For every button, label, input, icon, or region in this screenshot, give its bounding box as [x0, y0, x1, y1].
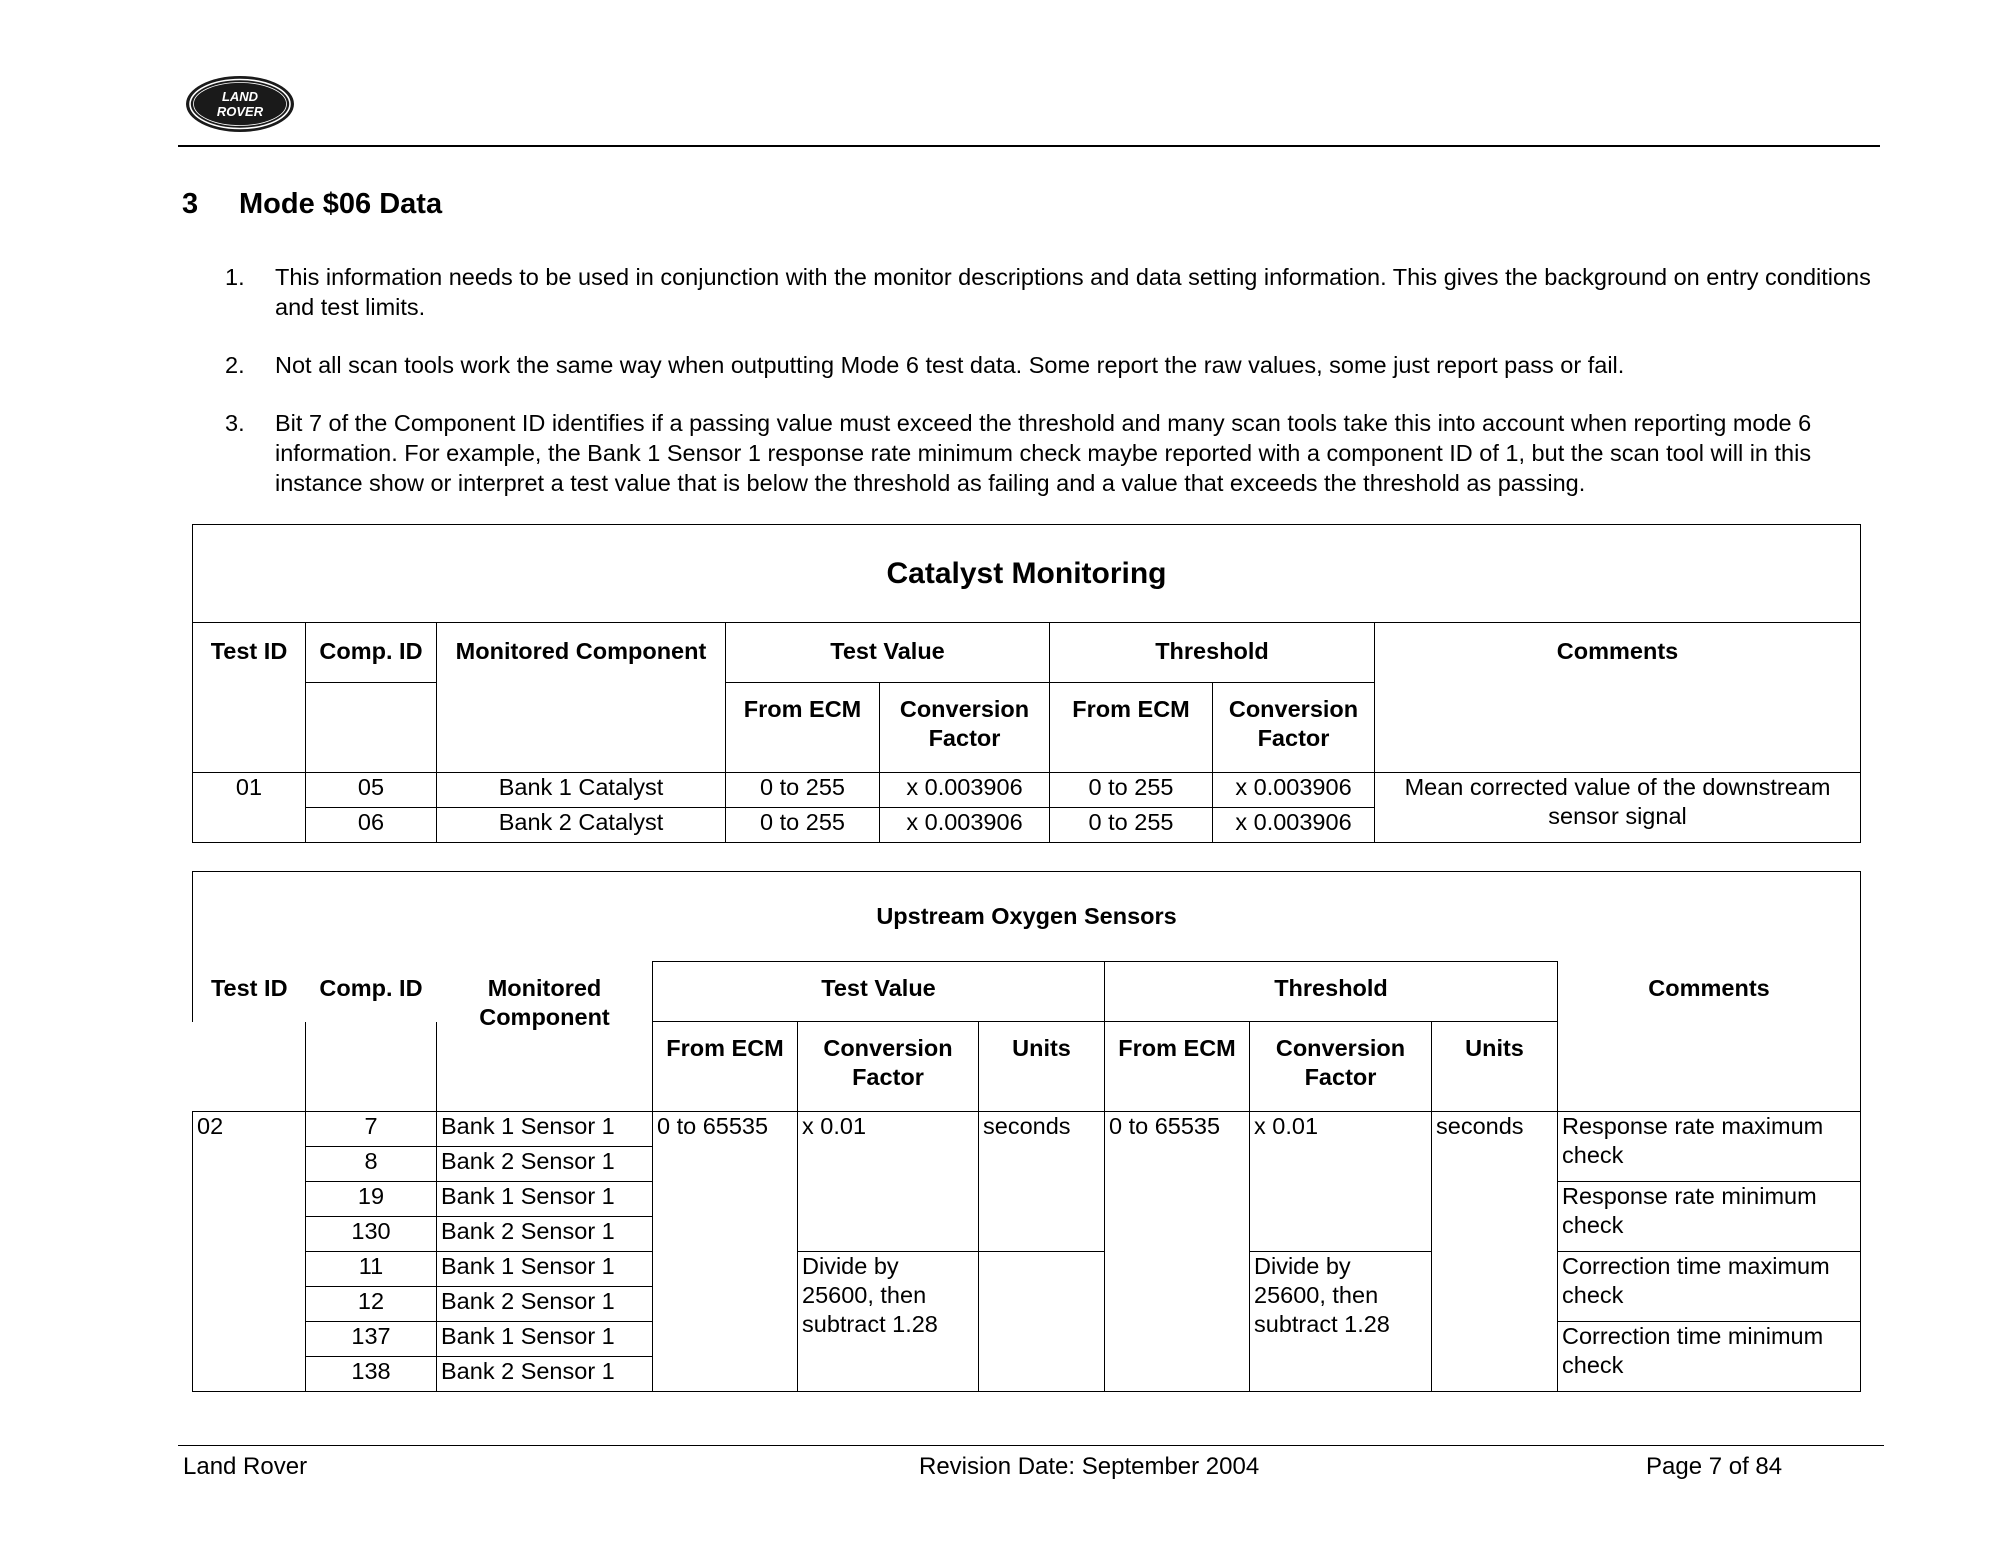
col-header-test-value: Test Value — [726, 623, 1050, 683]
footer-page-number: Page 7 of 84 — [1646, 1453, 1783, 1480]
table-row — [193, 1252, 1861, 1287]
test-id-cell: 02 — [193, 1112, 306, 1392]
upstream-oxygen-sensors-table — [192, 871, 1861, 1392]
col-header-comp-id: Comp. ID — [319, 974, 423, 1001]
col-header-comments: Comments — [1558, 962, 1861, 1112]
table-row — [193, 773, 1861, 808]
land-rover-logo — [184, 74, 296, 134]
component-cell: Bank 2 Sensor 1 — [437, 1357, 653, 1392]
col-header-test-value: Test Value — [653, 962, 1105, 1022]
catalyst-monitoring-table — [192, 524, 1861, 843]
component-cell: Bank 1 Sensor 1 — [437, 1182, 653, 1217]
list-item — [225, 350, 1875, 380]
comp-id-cell: 11 — [306, 1252, 437, 1287]
tv-from-cell: 0 to 255 — [726, 773, 880, 808]
col-header-monitored-component: Monitored Component — [437, 623, 726, 683]
comp-id-cell: 7 — [306, 1112, 437, 1147]
tv-conv-cell: Divide by 25600, then subtract 1.28 — [798, 1252, 979, 1392]
col-header-threshold: Threshold — [1050, 623, 1375, 683]
comp-id-cell: 8 — [306, 1147, 437, 1182]
th-from-cell: 0 to 65535 — [1105, 1112, 1250, 1392]
component-cell: Bank 1 Sensor 1 — [437, 1252, 653, 1287]
component-cell: Bank 1 Sensor 1 — [437, 1112, 653, 1147]
list-item-number: 3. — [225, 410, 245, 436]
col-header-tv-units: Units — [979, 1022, 1105, 1112]
component-cell: Bank 2 Sensor 1 — [437, 1217, 653, 1252]
component-cell: Bank 1 Sensor 1 — [437, 1322, 653, 1357]
header-divider — [178, 145, 1880, 147]
tv-from-cell: 0 to 255 — [726, 808, 880, 843]
list-item-number: 1. — [225, 264, 245, 290]
col-header-th-from-ecm: From ECM — [1050, 683, 1213, 773]
col-header-th-conversion: Conversion Factor — [1213, 683, 1375, 773]
tv-conv-cell: x 0.01 — [798, 1112, 979, 1252]
tv-from-cell: 0 to 65535 — [653, 1112, 798, 1392]
comments-cell: Mean corrected value of the downstream sensor signal — [1375, 773, 1861, 843]
comments-cell: Response rate maximum check — [1558, 1112, 1861, 1182]
section-heading — [182, 188, 442, 221]
empty-cell — [437, 683, 726, 773]
list-item-text: Bit 7 of the Component ID identifies if a passing value must exceed the threshold and many scan tools take this into account when reporting mode 6 information. For example, the Bank 1 Sensor 1 response rate minimum check maybe reported with a component ID of 1, but the scan tool will in this instance show or interpret a test value that is below the threshold as failing and a value that exceeds the threshold as passing. — [275, 410, 1812, 496]
comp-id-cell: 12 — [306, 1287, 437, 1322]
col-header-monitored-component: Monitored Component — [437, 962, 653, 1112]
empty-cell — [306, 683, 437, 773]
col-header-tv-conversion: Conversion Factor — [880, 683, 1050, 773]
empty-cell — [979, 1252, 1105, 1392]
col-header-comments: Comments — [1375, 623, 1861, 773]
col-header-th-conversion: Conversion Factor — [1250, 1022, 1432, 1112]
section-number: 3 — [182, 188, 199, 220]
list-item — [225, 408, 1875, 498]
col-header-tv-from-ecm: From ECM — [726, 683, 880, 773]
comp-id-cell: 06 — [306, 808, 437, 843]
table-title: Catalyst Monitoring — [193, 525, 1861, 623]
col-header-comp-id: Comp. ID — [306, 623, 437, 683]
component-cell: Bank 2 Sensor 1 — [437, 1147, 653, 1182]
section-title: Mode $06 Data — [239, 188, 443, 220]
empty-cell — [306, 1022, 437, 1112]
footer-revision-date: Revision Date: September 2004 — [919, 1453, 1260, 1480]
tv-conv-cell: x 0.003906 — [880, 808, 1050, 843]
col-header-threshold: Threshold — [1105, 962, 1558, 1022]
logo-text-rover: ROVER — [216, 104, 264, 119]
list-item-text: Not all scan tools work the same way when outputting Mode 6 test data. Some report the raw values, some just report pass or fail. — [275, 352, 1625, 378]
footer-left: Land Rover — [183, 1453, 308, 1480]
footer-divider — [178, 1445, 1884, 1446]
th-from-cell: 0 to 255 — [1050, 808, 1213, 843]
empty-cell — [193, 1022, 306, 1112]
comments-cell: Correction time maximum check — [1558, 1252, 1861, 1322]
comp-id-cell: 19 — [306, 1182, 437, 1217]
component-cell: Bank 1 Catalyst — [437, 773, 726, 808]
tv-units-cell: seconds — [979, 1112, 1105, 1252]
col-header-test-id: Test ID — [193, 623, 306, 773]
logo-text-land: LAND — [221, 89, 259, 104]
col-header-th-units: Units — [1432, 1022, 1558, 1112]
comp-id-cell: 138 — [306, 1357, 437, 1392]
comp-id-cell: 130 — [306, 1217, 437, 1252]
comments-cell: Correction time minimum check — [1558, 1322, 1861, 1392]
th-units-cell: seconds — [1432, 1112, 1558, 1392]
th-conv-cell: Divide by 25600, then subtract 1.28 — [1250, 1252, 1432, 1392]
list-item — [225, 262, 1875, 322]
tv-conv-cell: x 0.003906 — [880, 773, 1050, 808]
th-conv-cell: x 0.003906 — [1213, 773, 1375, 808]
table-row — [193, 1112, 1861, 1147]
col-header-tv-conversion: Conversion Factor — [798, 1022, 979, 1112]
test-id-cell: 01 — [193, 773, 306, 843]
col-header-test-id: Test ID — [193, 962, 306, 1022]
table-title: Upstream Oxygen Sensors — [193, 872, 1861, 962]
list-item-text: This information needs to be used in conjunction with the monitor descriptions and data setting information. This gives the background on entry conditions and test limits. — [275, 264, 1871, 320]
th-conv-cell: x 0.01 — [1250, 1112, 1432, 1252]
th-conv-cell: x 0.003906 — [1213, 808, 1375, 843]
comp-id-cell: 05 — [306, 773, 437, 808]
th-from-cell: 0 to 255 — [1050, 773, 1213, 808]
component-cell: Bank 2 Sensor 1 — [437, 1287, 653, 1322]
col-header-th-from-ecm: From ECM — [1105, 1022, 1250, 1112]
comp-id-cell: 137 — [306, 1322, 437, 1357]
comments-cell: Response rate minimum check — [1558, 1182, 1861, 1252]
component-cell: Bank 2 Catalyst — [437, 808, 726, 843]
list-item-number: 2. — [225, 352, 245, 378]
col-header-tv-from-ecm: From ECM — [653, 1022, 798, 1112]
